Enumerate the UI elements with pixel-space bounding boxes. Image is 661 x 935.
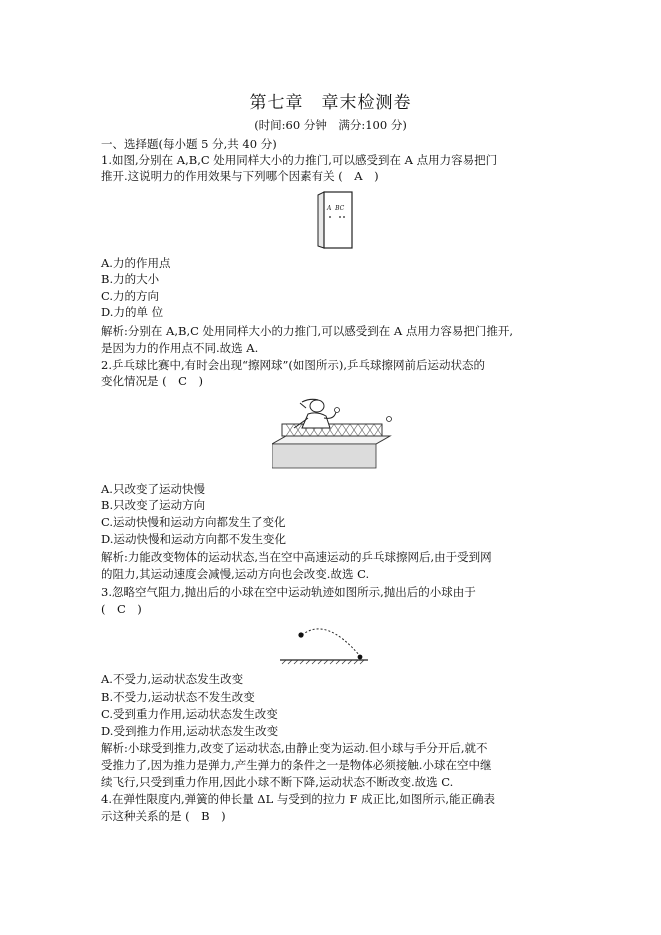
q2-option-a: A.只改变了运动快慢 <box>101 482 205 496</box>
q2-analysis-line1: 解析:力能改变物体的运动状态,当在空中高速运动的乒乓球擦网后,由于受到网 <box>101 550 492 564</box>
q3-option-a: A.不受力,运动状态发生改变 <box>101 672 244 686</box>
page-title: 第七章 章末检测卷 <box>249 93 412 113</box>
section-heading: 一、选择题(每小题 5 分,共 40 分) <box>101 137 277 151</box>
q1-stem-line2: 推开.这说明力的作用效果与下列哪个因素有关 ( A ) <box>101 169 379 183</box>
q3-analysis-line3: 续飞行,只受到重力作用,因此小球不断下降,运动状态不断改变.故选 C. <box>101 775 454 789</box>
q3-analysis-line2: 受推力了,因为推力是弹力,产生弹力的条件之一是物体必须接触.小球在空中继 <box>101 758 492 772</box>
q2-stem-line2: 变化情况是 ( C ) <box>101 374 203 388</box>
q2-stem-line1: 2.乒乓球比赛中,有时会出现“擦网球”(如图所示),乒乓球擦网前后运动状态的 <box>101 358 486 372</box>
q3-analysis-line1: 解析:小球受到推力,改变了运动状态,由静止变为运动.但小球与手分开后,就不 <box>101 741 488 755</box>
q2-option-b: B.只改变了运动方向 <box>101 498 206 512</box>
q1-analysis-line1: 解析:分别在 A,B,C 处用同样大小的力推门,可以感受到在 A 点用力容易把门推开, <box>101 324 513 338</box>
q1-stem-line1: 1.如图,分别在 A,B,C 处用同样大小的力推门,可以感受到在 A 点用力容易把门 <box>101 153 498 167</box>
door-figure <box>314 190 354 250</box>
q1-option-c: C.力的方向 <box>101 289 160 303</box>
q1-option-a: A.力的作用点 <box>101 256 171 270</box>
q2-option-d: D.运动快慢和运动方向都不发生变化 <box>101 532 286 546</box>
q3-stem-line1: 3.忽略空气阻力,抛出后的小球在空中运动轨迹如图所示,抛出后的小球由于 <box>101 585 476 599</box>
q4-stem-line2: 示这种关系的是 ( B ) <box>101 809 226 823</box>
q2-option-c: C.运动快慢和运动方向都发生了变化 <box>101 515 286 529</box>
q3-option-c: C.受到重力作用,运动状态发生改变 <box>101 707 278 721</box>
page-subtitle: (时间:60 分钟 满分:100 分) <box>254 118 407 132</box>
q1-option-b: B.力的大小 <box>101 272 160 286</box>
door-figure-label: A BC <box>327 205 345 212</box>
q1-analysis-line2: 是因为力的作用点不同.故选 A. <box>101 341 259 355</box>
q2-analysis-line2: 的阻力,其运动速度会减慢,运动方向也会改变.故选 C. <box>101 567 370 581</box>
table-tennis-figure <box>272 396 392 470</box>
projectile-figure <box>278 622 370 666</box>
q4-stem-line1: 4.在弹性限度内,弹簧的伸长量 ΔL 与受到的拉力 F 成正比,如图所示,能正确表 <box>101 792 495 806</box>
q3-option-b: B.不受力,运动状态不发生改变 <box>101 690 255 704</box>
q1-option-d: D.力的单 位 <box>101 305 164 319</box>
q3-stem-line2: ( C ) <box>101 602 142 616</box>
q3-option-d: D.受到推力作用,运动状态发生改变 <box>101 724 279 738</box>
